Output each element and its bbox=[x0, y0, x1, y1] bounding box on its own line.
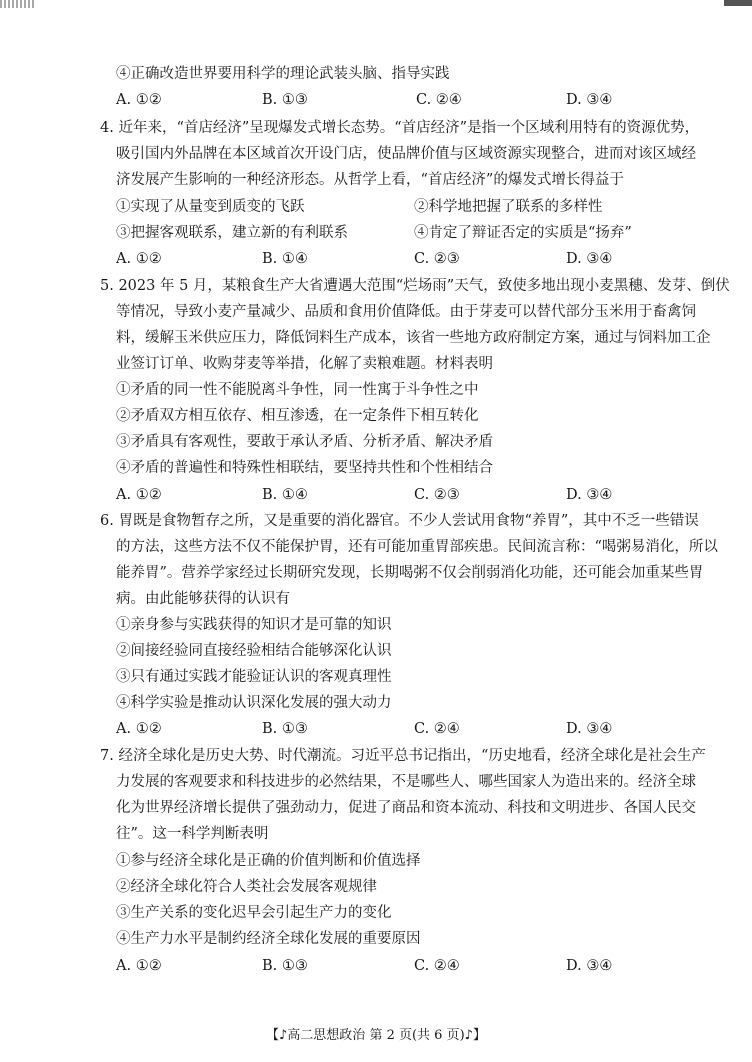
scan-corner-mark bbox=[0, 0, 36, 8]
q6-option-4: ④科学实验是推动认识深化发展的强大动力 bbox=[116, 695, 392, 711]
choice-b: B. ①④ bbox=[262, 251, 308, 267]
q6-stem-line-4: 病。由此能够获得的认识有 bbox=[116, 591, 290, 607]
choice-d: D. ③④ bbox=[566, 251, 613, 267]
choice-b: B. ①③ bbox=[262, 92, 308, 108]
q5-option-1: ①矛盾的同一性不能脱离斗争性，同一性寓于斗争性之中 bbox=[116, 382, 479, 398]
q4-option-2: ②科学地把握了联系的多样性 bbox=[414, 199, 603, 215]
q6-option-1: ①亲身参与实践获得的知识才是可靠的知识 bbox=[116, 617, 392, 633]
q7-option-1: ①参与经济全球化是正确的价值判断和价值选择 bbox=[116, 853, 421, 869]
q7-option-2: ②经济全球化符合人类社会发展客观规律 bbox=[116, 879, 377, 895]
choice-a: A. ①② bbox=[116, 92, 162, 108]
choice-b: B. ①④ bbox=[262, 487, 308, 503]
choice-c: C. ②③ bbox=[414, 487, 460, 503]
q6-option-3: ③只有通过实践才能验证认识的客观真理性 bbox=[116, 669, 392, 685]
choice-c: C. ②④ bbox=[414, 721, 460, 737]
q5-stem-line-4: 业签订订单、收购芽麦等举措，化解了卖粮难题。材料表明 bbox=[116, 356, 493, 372]
q4-stem-line-3: 济发展产生影响的一种经济形态。从哲学上看，“首店经济”的爆发式增长得益于 bbox=[116, 172, 624, 188]
choice-d: D. ③④ bbox=[566, 958, 613, 974]
q5-stem-line-3: 料，缓解玉米供应压力，降低饲料生产成本，该省一些地方政府制定方案，通过与饲料加工企 bbox=[116, 330, 711, 346]
q7-option-4: ④生产力水平是制约经济全球化发展的重要原因 bbox=[116, 931, 421, 947]
choice-a: A. ①② bbox=[116, 487, 162, 503]
q7-stem-line-3: 化为世界经济增长提供了强劲动力，促进了商品和资本流动、科技和文明进步、各国人民交 bbox=[116, 800, 696, 816]
choice-c: C. ②④ bbox=[416, 92, 462, 108]
q4-option-3: ③把握客观联系，建立新的有利联系 bbox=[116, 225, 348, 241]
q7-option-3: ③生产关系的变化迟早会引起生产力的变化 bbox=[116, 905, 392, 921]
q4-stem-line-2: 吸引国内外品牌在本区域首次开设门店，使品牌价值与区域资源实现整合，进而对该区域经 bbox=[116, 146, 696, 162]
q6-option-2: ②间接经验同直接经验相结合能够深化认识 bbox=[116, 643, 392, 659]
q6-stem-line-2: 的方法，这些方法不仅不能保护胃，还有可能加重胃部疾患。民间流言称：“喝粥易消化，所以 bbox=[116, 539, 718, 555]
q6-stem-line-1: 6. 胃既是食物暂存之所，又是重要的消化器官。不少人尝试用食物“养胃”，其中不乏一些错误 bbox=[100, 513, 699, 529]
scan-corner-mark-right bbox=[724, 0, 752, 6]
choice-a: A. ①② bbox=[116, 721, 162, 737]
choice-a: A. ①② bbox=[116, 251, 162, 267]
q6-stem-line-3: 能养胃”。营养学家经过长期研究发现，长期喝粥不仅会削弱消化功能，还可能会加重某些胃 bbox=[116, 565, 704, 581]
q4-option-4: ④肯定了辩证否定的实质是“扬弃” bbox=[414, 225, 632, 241]
q7-stem-line-1: 7. 经济全球化是历史大势、时代潮流。习近平总书记指出，“历史地看，经济全球化是社会生产 bbox=[100, 748, 706, 764]
choice-a: A. ①② bbox=[116, 958, 162, 974]
choice-c: C. ②③ bbox=[414, 251, 460, 267]
q7-stem-line-4: 往”。这一科学判断表明 bbox=[116, 826, 269, 842]
q5-stem-line-1: 5. 2023 年 5 月，某粮食生产大省遭遇大范围“烂场雨”天气，致使多地出现小麦黑穗、发芽、倒伏 bbox=[100, 278, 730, 294]
prev-option-4: ④正确改造世界要用科学的理论武装头脑、指导实践 bbox=[116, 66, 450, 82]
q4-stem-line-1: 4. 近年来，“首店经济”呈现爆发式增长态势。“首店经济”是指一个区域利用特有的资源优势， bbox=[100, 120, 700, 136]
q5-option-4: ④矛盾的普遍性和特殊性相联结，要坚持共性和个性相结合 bbox=[116, 460, 493, 476]
choice-d: D. ③④ bbox=[566, 92, 613, 108]
choice-b: B. ①③ bbox=[262, 721, 308, 737]
choice-d: D. ③④ bbox=[566, 721, 613, 737]
q5-option-2: ②矛盾双方相互依存、相互渗透，在一定条件下相互转化 bbox=[116, 408, 479, 424]
page-footer: 【♪高二思想政治 第 2 页(共 6 页)♪】 bbox=[266, 1028, 486, 1043]
q5-stem-line-2: 等情况，导致小麦产量减少、品质和食用价值降低。由于芽麦可以替代部分玉米用于畜禽饲 bbox=[116, 304, 696, 320]
q7-stem-line-2: 力发展的客观要求和科技进步的必然结果，不是哪些人、哪些国家人为造出来的。经济全球 bbox=[116, 774, 696, 790]
q5-option-3: ③矛盾具有客观性，要敢于承认矛盾、分析矛盾、解决矛盾 bbox=[116, 434, 493, 450]
choice-b: B. ①③ bbox=[262, 958, 308, 974]
choice-c: C. ②④ bbox=[414, 958, 460, 974]
choice-d: D. ③④ bbox=[566, 487, 613, 503]
q4-option-1: ①实现了从量变到质变的飞跃 bbox=[116, 199, 305, 215]
